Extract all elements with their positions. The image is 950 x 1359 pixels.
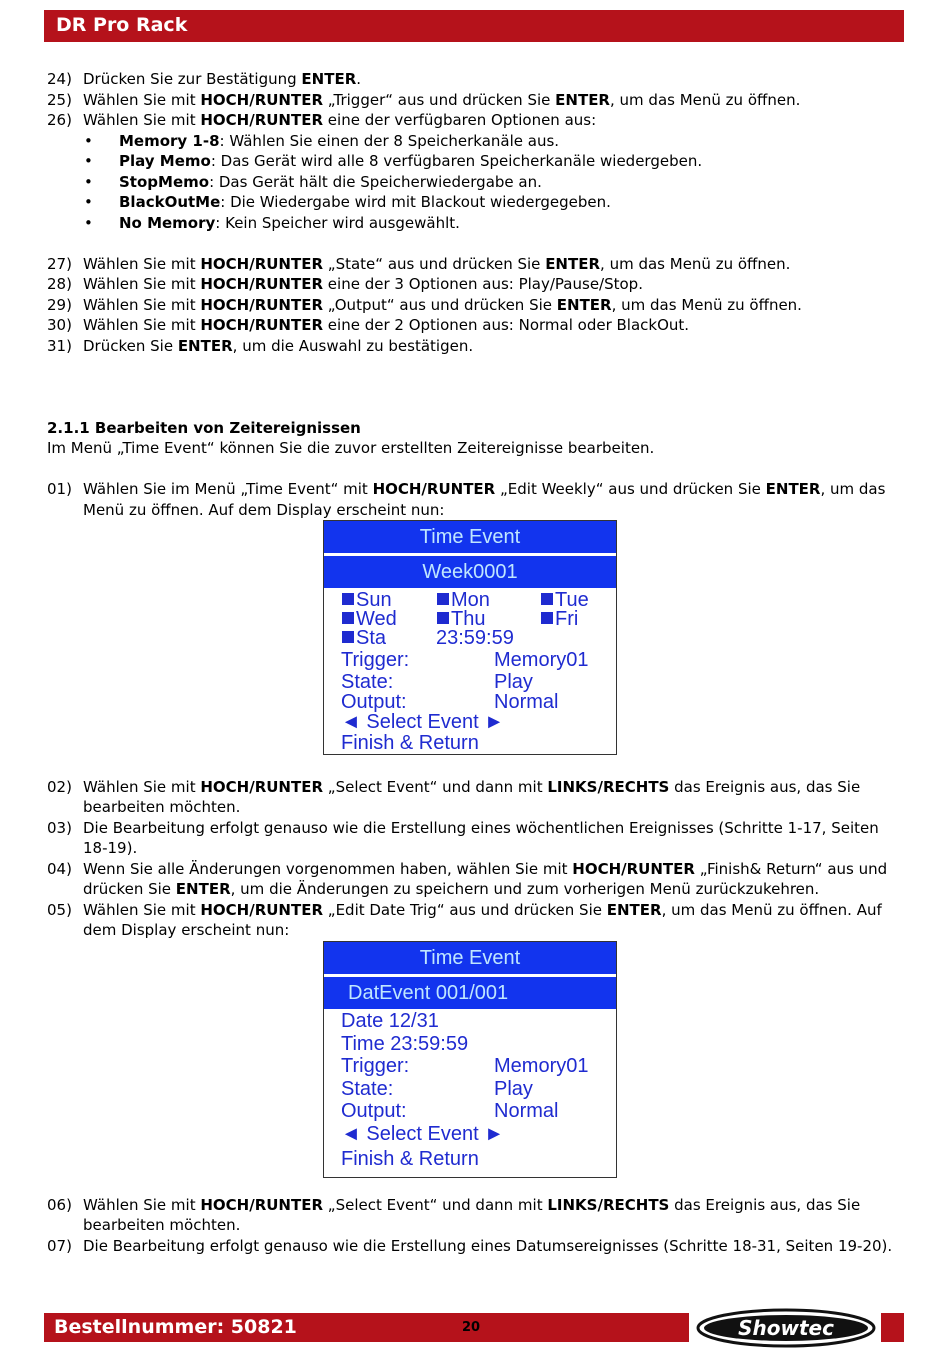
checkbox-icon	[541, 593, 553, 605]
day-sta: Sta	[342, 628, 386, 648]
bullet-text: StopMemo: Das Gerät hält die Speicherwiedergabe an.	[119, 172, 542, 191]
section-intro: Im Menü „Time Event“ können Sie die zuvor erstellten Zeitereignisse bearbeiten.	[47, 439, 655, 457]
options-bullet-list	[47, 131, 902, 234]
header-title: DR Pro Rack	[56, 14, 188, 36]
page-number: 20	[462, 1320, 481, 1335]
bullet-icon: •	[84, 131, 93, 150]
step-number: 02)	[47, 777, 72, 796]
step-number: 27)	[47, 254, 72, 273]
step-number: 28)	[47, 275, 72, 293]
trigger-label: Trigger:	[341, 649, 410, 671]
section-title: 2.1.1 Bearbeiten von Zeitereignissen	[47, 418, 361, 437]
step-item	[47, 274, 902, 295]
bullet-item	[47, 192, 902, 213]
day-tue: Tue	[541, 590, 589, 610]
bullet-text: BlackOutMe: Die Wiedergabe wird mit Blackout wiedergegeben.	[119, 193, 611, 211]
step-number: 05)	[47, 900, 72, 919]
step-item	[47, 859, 902, 900]
step-text: Wählen Sie mit HOCH/RUNTER eine der 2 Optionen aus: Normal oder BlackOut.	[83, 316, 690, 334]
checkbox-icon	[342, 631, 354, 643]
step-text: Wählen Sie mit HOCH/RUNTER „Select Event“ und dann mit LINKS/RECHTS das Ereignis aus, das Sie bearbeiten möchten.	[83, 777, 861, 816]
display-date-wrapper	[47, 941, 902, 1195]
step-number: 01)	[47, 480, 72, 498]
bullet-text: No Memory: Kein Speicher wird ausgewählt.	[119, 213, 460, 232]
bullet-item	[47, 151, 902, 172]
step-text: Wählen Sie mit HOCH/RUNTER „Select Event“ und dann mit LINKS/RECHTS das Ereignis aus, das Sie bearbeiten möchten.	[83, 1195, 861, 1234]
state-value: Play	[494, 1077, 533, 1100]
footer-bar-right	[881, 1313, 904, 1342]
step-text: Wählen Sie mit HOCH/RUNTER „State“ aus und drücken Sie ENTER, um das Menü zu öffnen.	[83, 254, 791, 273]
step-text: Wählen Sie im Menü „Time Event“ mit HOCH/RUNTER „Edit Weekly“ aus und drücken Sie ENTER, um das Menü zu öffnen. Auf dem Display erscheint nun:	[83, 480, 886, 519]
day-thu: Thu	[437, 609, 485, 629]
step-text: Wählen Sie mit HOCH/RUNTER „Edit Date Trig“ aus und drücken Sie ENTER, um das Menü zu öffnen. Auf dem Display erscheint nun:	[83, 900, 882, 939]
step-text: Drücken Sie ENTER, um die Auswahl zu bestätigen.	[83, 336, 474, 355]
step-number: 29)	[47, 295, 72, 314]
showtec-logo	[696, 1308, 876, 1348]
step-item	[47, 818, 902, 859]
finish-return: Finish & Return	[341, 1147, 479, 1170]
display-weekly-wrapper	[47, 520, 902, 756]
checkbox-icon	[437, 593, 449, 605]
step-item	[47, 479, 902, 520]
bullet-item	[47, 131, 902, 152]
state-label: State:	[341, 671, 394, 693]
day-sun: Sun	[342, 590, 392, 610]
lcd-subtitle-bar: Week0001	[324, 556, 616, 588]
output-label: Output:	[341, 1099, 407, 1122]
lcd-title-bar: Time Event	[324, 942, 616, 974]
step-text: Die Bearbeitung erfolgt genauso wie die Erstellung eines wöchentlichen Ereignisses (Schritte 1-17, Seiten 18-19).	[83, 818, 879, 857]
step-text: Wenn Sie alle Änderungen vorgenommen haben, wählen Sie mit HOCH/RUNTER „Finish& Return“ aus und drücken Sie ENTER, um die Änderungen zu speichern und zum vorherigen Menü zurückzukehren.	[83, 859, 888, 898]
day-mon: Mon	[437, 590, 490, 610]
steps-c-list	[47, 479, 902, 520]
step-number: 30)	[47, 316, 72, 334]
output-label: Output:	[341, 691, 407, 713]
lcd-time: Time 23:59:59	[341, 1032, 469, 1055]
step-number: 07)	[47, 1236, 72, 1255]
step-number: 31)	[47, 336, 72, 355]
step-text: Drücken Sie zur Bestätigung ENTER.	[83, 70, 362, 88]
finish-return: Finish & Return	[341, 732, 479, 754]
select-event: ◄ Select Event ►	[341, 1122, 504, 1145]
checkbox-icon	[437, 612, 449, 624]
bullet-icon: •	[84, 152, 93, 170]
select-event: ◄ Select Event ►	[341, 711, 504, 733]
logo-text: Showtec	[738, 1316, 834, 1340]
trigger-value: Memory01	[494, 1054, 589, 1077]
lcd-time: 23:59:59	[436, 627, 514, 649]
step-item	[47, 69, 902, 90]
bullet-icon: •	[84, 213, 93, 232]
bullet-icon: •	[84, 193, 93, 211]
step-item	[47, 315, 902, 336]
step-item	[47, 1236, 902, 1257]
step-item	[47, 295, 902, 316]
output-value: Normal	[494, 1099, 559, 1122]
state-label: State:	[341, 1077, 394, 1100]
checkbox-icon	[342, 593, 354, 605]
day-wed: Wed	[342, 609, 397, 629]
bullet-text: Play Memo: Das Gerät wird alle 8 verfügbaren Speicherkanäle wiedergeben.	[119, 152, 703, 170]
bullet-item	[47, 172, 902, 193]
bullet-text: Memory 1-8: Wählen Sie einen der 8 Speicherkanäle aus.	[119, 131, 560, 150]
trigger-value: Memory01	[494, 649, 589, 671]
step-text: Wählen Sie mit HOCH/RUNTER eine der 3 Optionen aus: Play/Pause/Stop.	[83, 275, 643, 293]
step-number: 04)	[47, 859, 72, 878]
steps-e-list	[47, 1195, 902, 1257]
lcd-display-date	[323, 941, 617, 1178]
step-number: 24)	[47, 70, 72, 88]
checkbox-icon	[541, 612, 553, 624]
step-text: Wählen Sie mit HOCH/RUNTER eine der verfügbaren Optionen aus:	[83, 111, 597, 129]
order-number: Bestellnummer: 50821	[54, 1316, 297, 1338]
step-number: 06)	[47, 1195, 72, 1214]
bullet-item	[47, 213, 902, 234]
step-text: Die Bearbeitung erfolgt genauso wie die Erstellung eines Datumsereignisses (Schritte 18-31, Seiten 19-20).	[83, 1236, 893, 1255]
header-bar	[44, 10, 904, 42]
state-value: Play	[494, 671, 533, 693]
step-text: Wählen Sie mit HOCH/RUNTER „Output“ aus und drücken Sie ENTER, um das Menü zu öffnen.	[83, 295, 802, 314]
lcd-date: Date 12/31	[341, 1009, 439, 1032]
step-item	[47, 900, 902, 941]
step-item	[47, 254, 902, 275]
lcd-title-bar: Time Event	[324, 521, 616, 553]
step-item	[47, 777, 902, 818]
step-item	[47, 90, 902, 111]
steps-d-list	[47, 777, 902, 941]
steps-b-list	[47, 254, 902, 357]
step-number: 25)	[47, 90, 72, 109]
document-body	[47, 69, 902, 1256]
output-value: Normal	[494, 691, 559, 713]
day-fri: Fri	[541, 609, 578, 629]
step-text: Wählen Sie mit HOCH/RUNTER „Trigger“ aus und drücken Sie ENTER, um das Menü zu öffnen.	[83, 90, 801, 109]
lcd-subtitle-bar: DatEvent 001/001	[324, 977, 616, 1009]
step-item	[47, 110, 902, 131]
footer-bar	[44, 1313, 689, 1342]
step-item	[47, 1195, 902, 1236]
trigger-label: Trigger:	[341, 1054, 410, 1077]
step-number: 26)	[47, 111, 72, 129]
steps-a-list	[47, 69, 902, 131]
step-item	[47, 336, 902, 357]
step-number: 03)	[47, 818, 72, 837]
lcd-display-weekly	[323, 520, 617, 755]
bullet-icon: •	[84, 172, 93, 191]
checkbox-icon	[342, 612, 354, 624]
